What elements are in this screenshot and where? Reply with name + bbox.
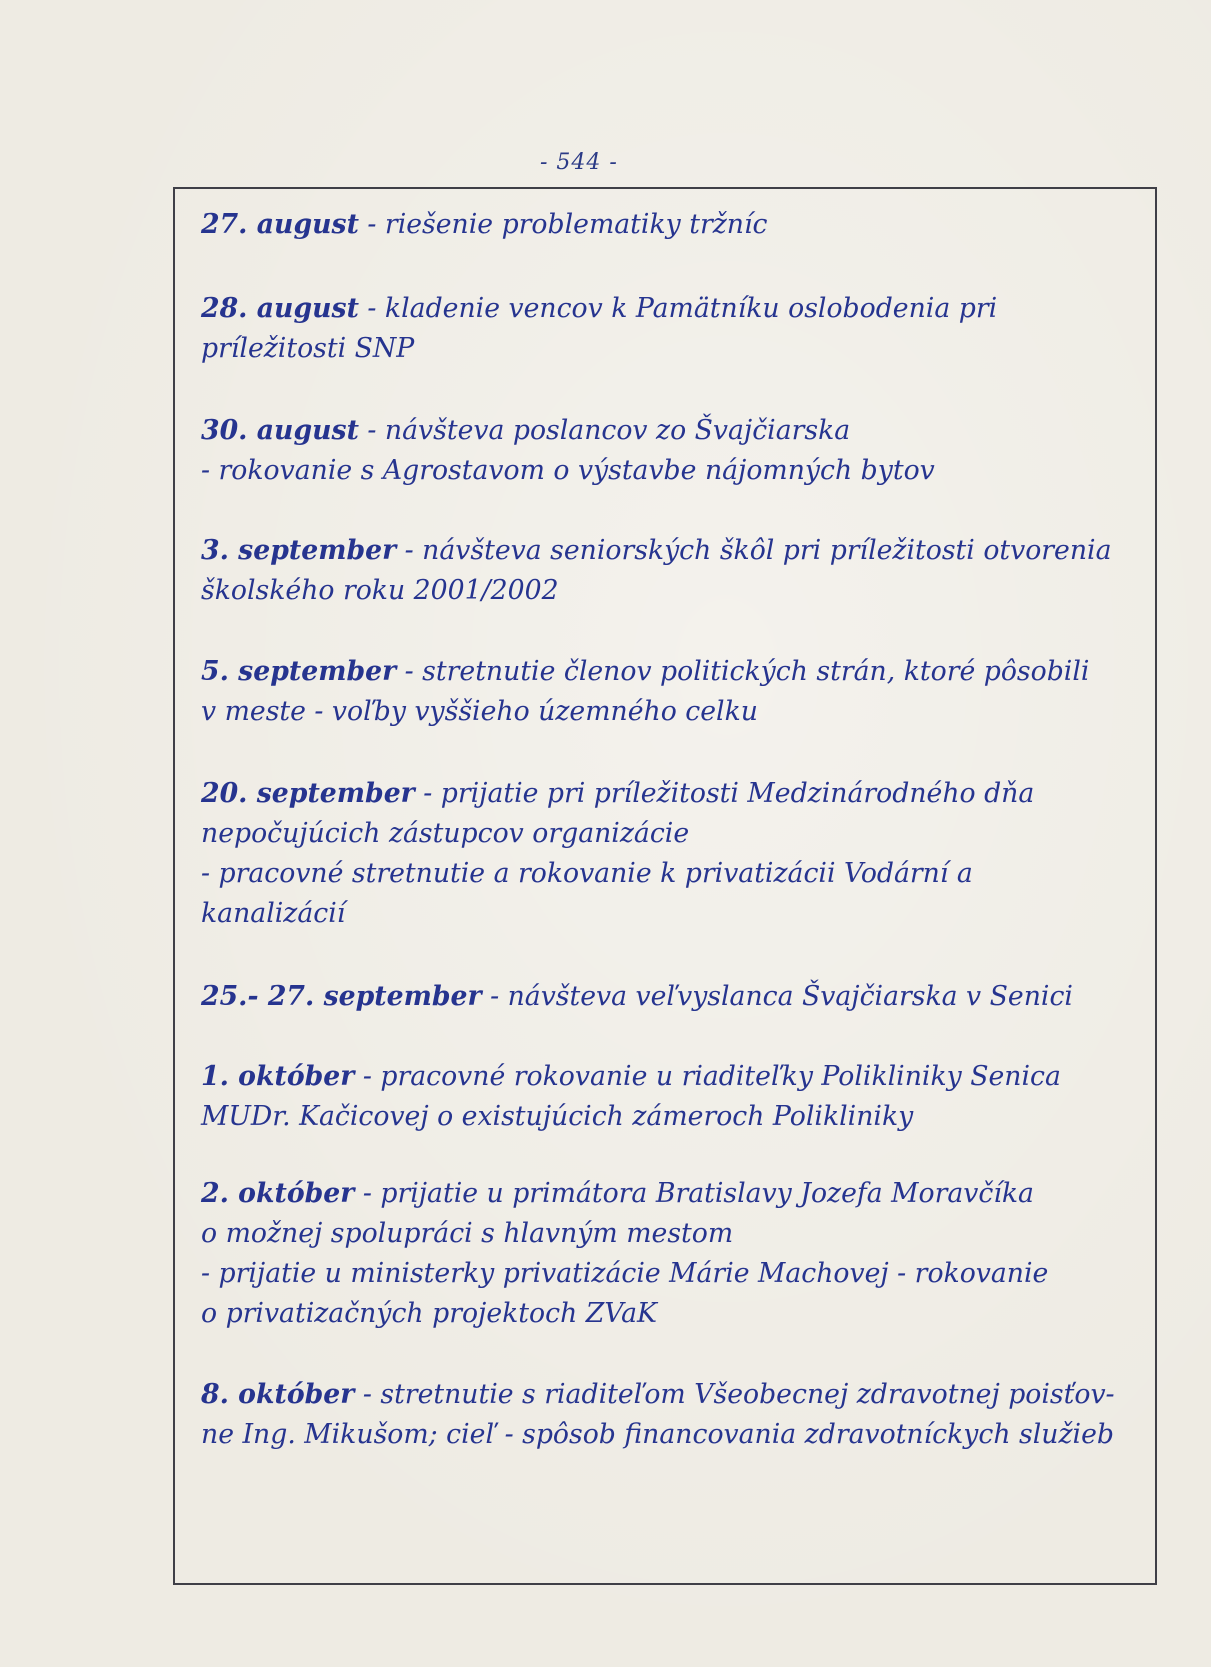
entry-date: 27. august [201, 209, 359, 240]
entries-frame [173, 187, 1157, 1585]
entry-2-oktober [201, 1174, 1141, 1334]
entry-date: 2. október [201, 1178, 355, 1209]
entry-text: - pracovné stretnutie a rokovanie k privatizácii Vodární a [201, 858, 973, 889]
entry-text: o privatizačných projektoch ZVaK [201, 1298, 658, 1329]
entry-text: nepočujúcich zástupcov organizácie [201, 818, 690, 849]
entry-text: ne Ing. Mikušom; cieľ - spôsob financovania zdravotníckych služieb [201, 1419, 1114, 1450]
entry-date: 20. september [201, 778, 415, 809]
entry-5-september [201, 652, 1141, 732]
entry-date: 25.- 27. september [201, 981, 482, 1012]
entry-date: 8. október [201, 1379, 355, 1410]
entry-1-oktober [201, 1057, 1141, 1137]
entry-text: - stretnutie členov politických strán, ktoré pôsobili [396, 656, 1090, 687]
entry-text: príležitosti SNP [201, 333, 415, 364]
entry-text: - prijatie u ministerky privatizácie Márie Machovej - rokovanie [201, 1258, 1049, 1289]
entry-3-september [201, 531, 1141, 611]
entry-text: - návšteva seniorských škôl pri príležitosti otvorenia [396, 535, 1112, 566]
entry-text: - stretnutie s riaditeľom Všeobecnej zdravotnej poisťov- [354, 1379, 1115, 1410]
entry-text: MUDr. Kačicovej o existujúcich zámeroch Polikliniky [201, 1101, 914, 1132]
entry-30-august [201, 411, 1141, 491]
entry-27-august [201, 205, 1141, 245]
entry-8-oktober [201, 1375, 1141, 1455]
entry-text: v meste - voľby vyššieho územného celku [201, 696, 758, 727]
entry-date: 30. august [201, 415, 359, 446]
entry-text: - návšteva veľvyslanca Švajčiarska v Senici [481, 981, 1073, 1012]
entry-text: - pracovné rokovanie u riaditeľky Polikliniky Senica [354, 1061, 1061, 1092]
entry-text: - kladenie vencov k Pamätníku oslobodenia pri [358, 293, 998, 324]
entry-text: - riešenie problematiky tržníc [358, 209, 768, 240]
entry-text: - rokovanie s Agrostavom o výstavbe nájomných bytov [201, 455, 935, 486]
entry-text: o možnej spolupráci s hlavným mestom [201, 1218, 734, 1249]
entry-28-august [201, 289, 1141, 369]
entry-text: školského roku 2001/2002 [201, 575, 559, 606]
entry-text: kanalizácií [201, 898, 346, 929]
entry-25-27-september [201, 977, 1141, 1017]
entry-date: 28. august [201, 293, 359, 324]
entry-text: - prijatie pri príležitosti Medzinárodného dňa [414, 778, 1035, 809]
entry-text: - prijatie u primátora Bratislavy Jozefa Moravčíka [354, 1178, 1034, 1209]
entry-date: 1. október [201, 1061, 355, 1092]
page-number: - 544 - [540, 150, 618, 175]
entry-date: 3. september [201, 535, 397, 566]
entry-20-september [201, 774, 1141, 934]
entry-text: - návšteva poslancov zo Švajčiarska [358, 415, 851, 446]
entry-date: 5. september [201, 656, 397, 687]
